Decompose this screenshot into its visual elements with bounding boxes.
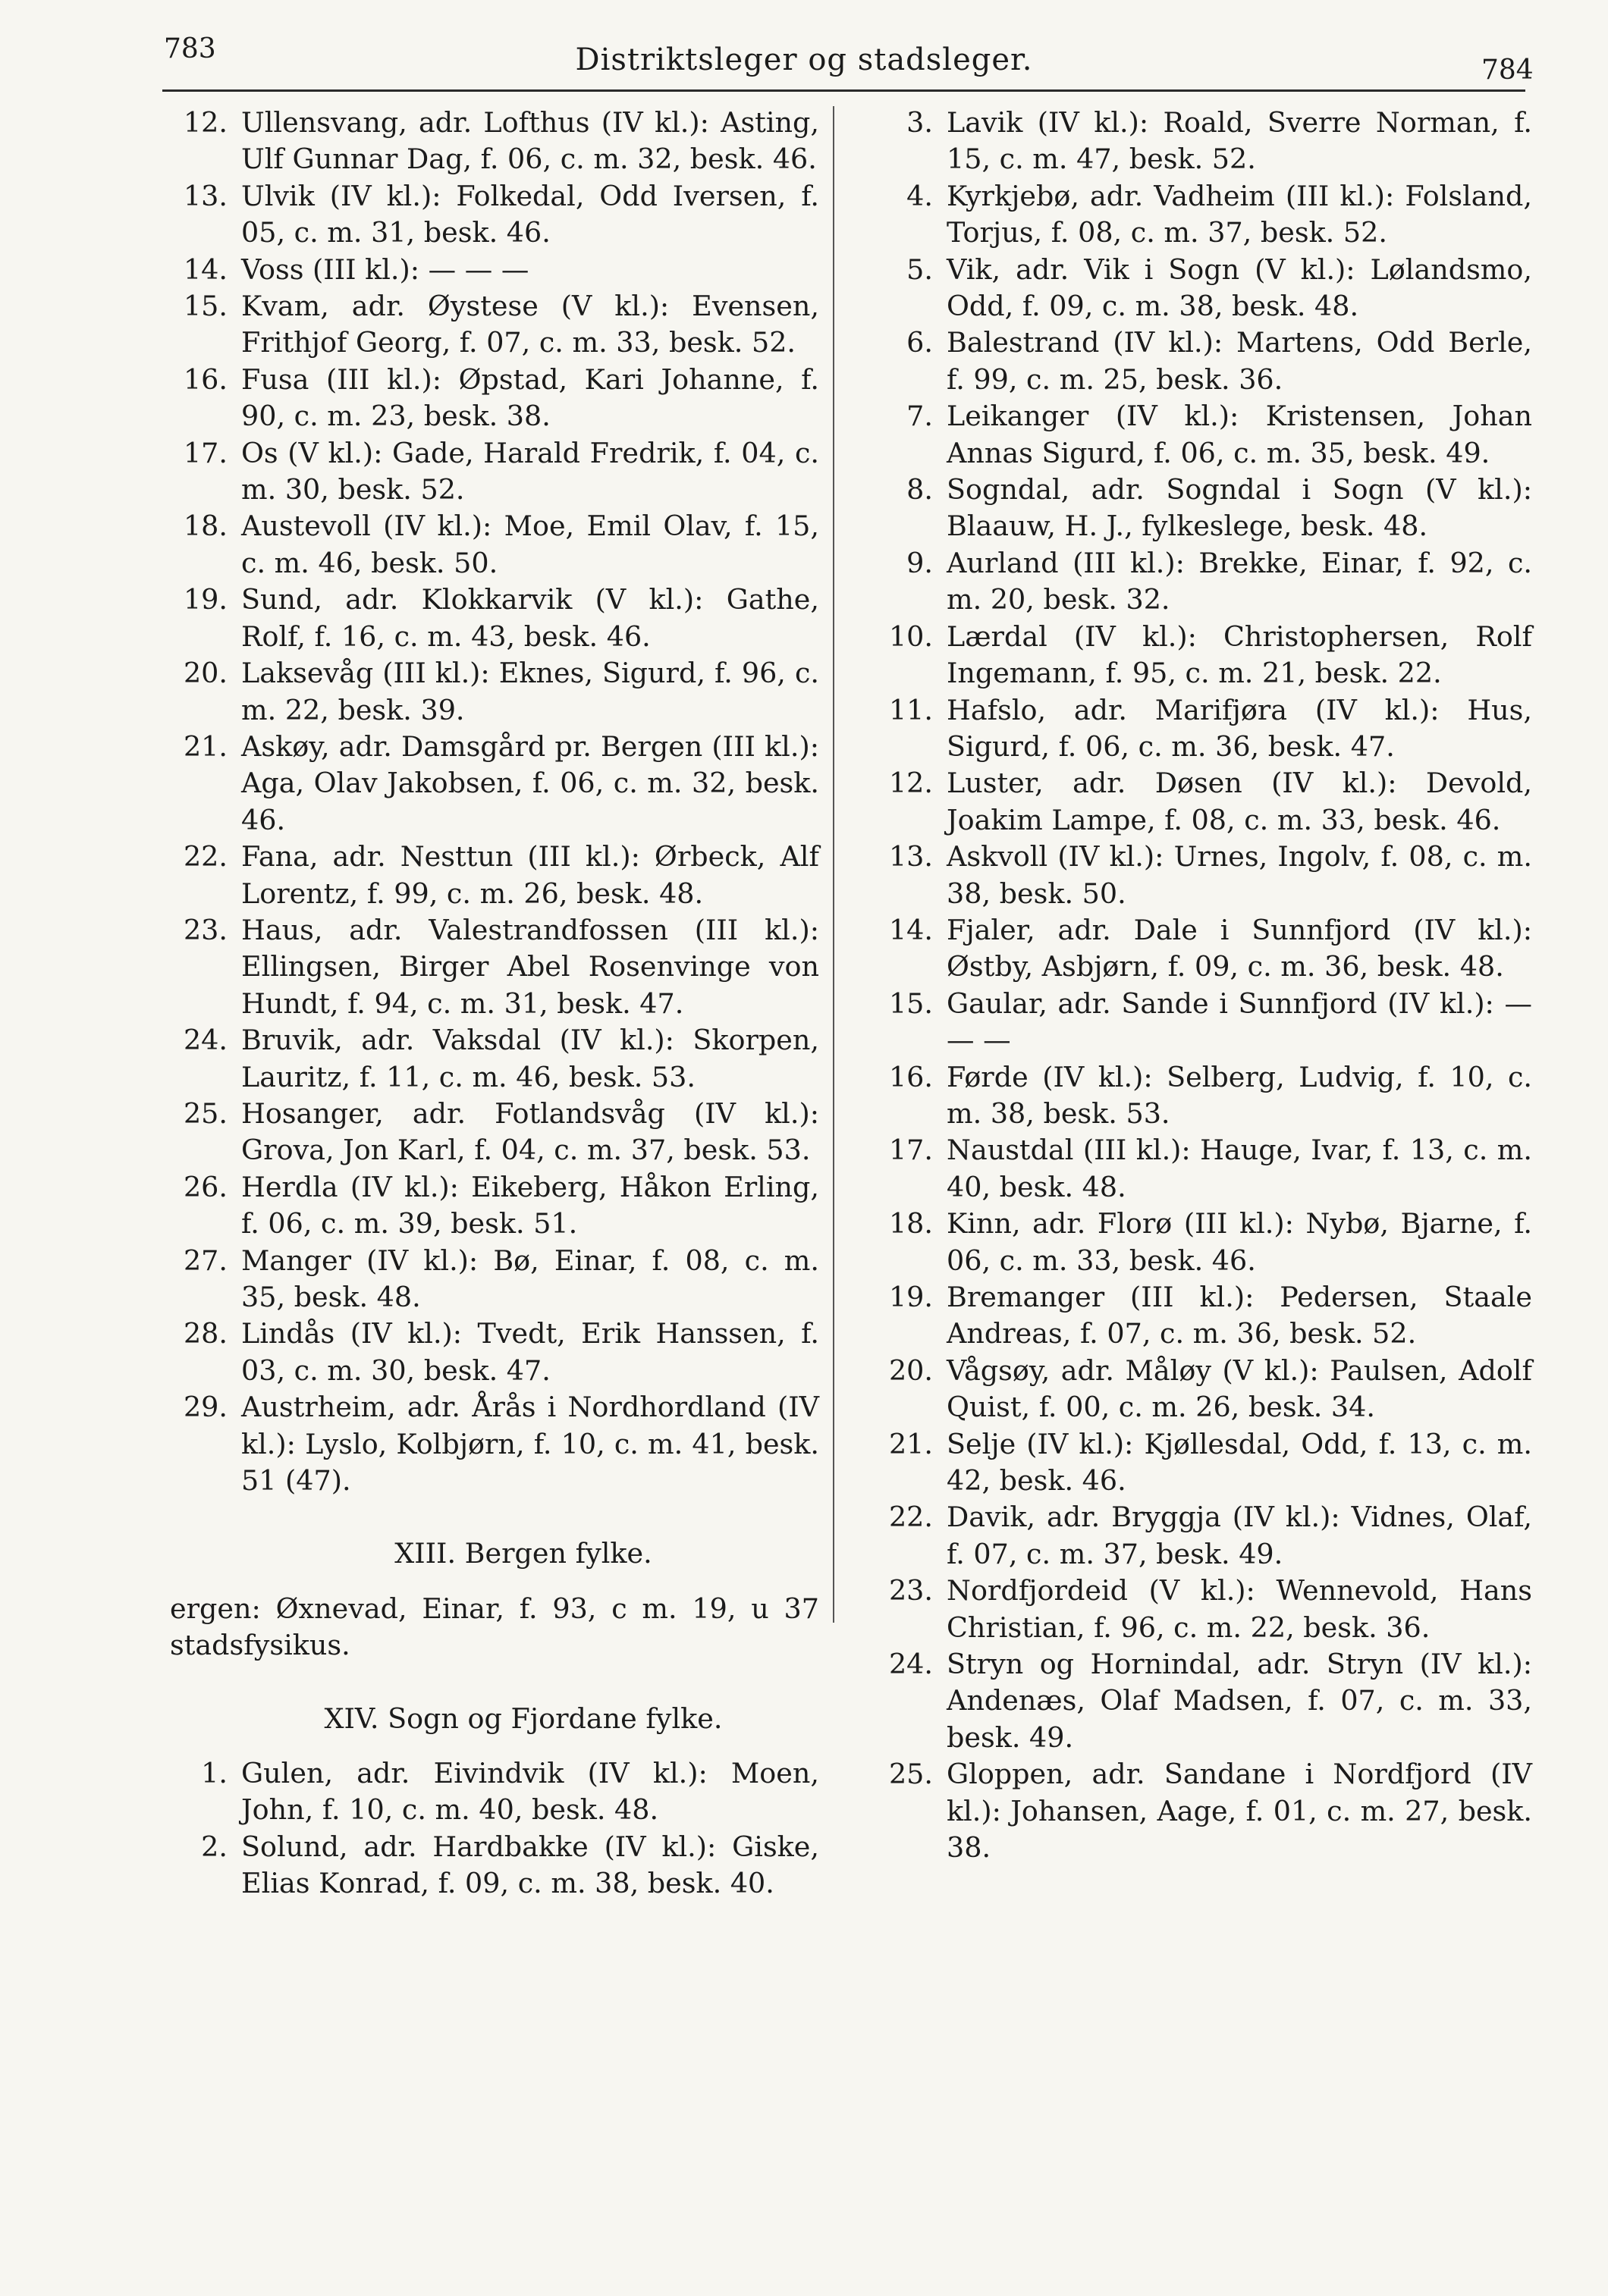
entry-text: Aurland (III kl.): Brekke, Einar, f. 92, c. m. 20, besk. 32. [947, 546, 1532, 616]
entry-text: Austevoll (IV kl.): Moe, Emil Olav, f. 15, c. m. 46, besk. 50. [241, 510, 819, 579]
entry-number: 18. [183, 510, 228, 543]
entry-text: Nordfjordeid (V kl.): Wennevold, Hans Christian, f. 96, c. m. 22, besk. 36. [947, 1574, 1532, 1644]
entry-text: Stryn og Hornindal, adr. Stryn (IV kl.): Andenæs, Olaf Madsen, f. 07, c. m. 33, besk. 49. [947, 1648, 1532, 1754]
district-entry [857, 325, 1532, 398]
entry-text: Fana, adr. Nesttun (III kl.): Ørbeck, Alf Lorentz, f. 99, c. m. 26, besk. 48. [241, 840, 819, 910]
district-entry [857, 1132, 1532, 1206]
entry-number: 17. [888, 1134, 933, 1167]
district-entry [857, 252, 1532, 325]
entry-number: 3. [906, 106, 933, 139]
running-head: Distriktsleger og stadsleger. [575, 42, 1033, 77]
entry-number: 2. [201, 1830, 228, 1863]
entry-number: 19. [888, 1281, 933, 1313]
entry-text: Fusa (III kl.): Øpstad, Kari Johanne, f. 90, c. m. 23, besk. 38. [241, 362, 819, 433]
district-entry [152, 435, 819, 509]
entry-text: Kinn, adr. Florø (III kl.): Nybø, Bjarne, f. 06, c. m. 33, besk. 46. [947, 1207, 1532, 1277]
district-entry [152, 508, 819, 582]
entry-number: 11. [888, 693, 933, 726]
district-list-sogn [152, 1755, 819, 1902]
district-entry [152, 178, 819, 252]
district-entry [152, 105, 819, 178]
entry-number: 18. [888, 1207, 933, 1241]
entry-number: 22. [183, 840, 228, 874]
district-entry [857, 765, 1532, 839]
entry-text: Naustdal (III kl.): Hauge, Ivar, f. 13, c. m. 40, besk. 48. [947, 1134, 1532, 1203]
entry-number: 4. [906, 179, 933, 212]
district-entry [152, 1243, 819, 1316]
district-entry [152, 1829, 819, 1902]
district-entry [857, 1426, 1532, 1500]
entry-number: 12. [183, 106, 228, 139]
entry-text: Fjaler, adr. Dale i Sunnfjord (IV kl.): Østby, Asbjørn, f. 09, c. m. 36, besk. 48. [947, 913, 1532, 983]
district-entry [857, 692, 1532, 766]
district-entry [857, 986, 1532, 1059]
district-entry [152, 839, 819, 912]
page-number-left: 783 [164, 33, 216, 64]
entry-number: 22. [888, 1501, 933, 1534]
district-entry [152, 362, 819, 435]
district-entry [152, 1755, 819, 1829]
entry-number: 9. [906, 546, 933, 579]
entry-text: Haus, adr. Valestrandfossen (III kl.): Ellingsen, Birger Abel Rosenvinge von Hundt, f. 94, c. m. 31, besk. 47. [241, 913, 819, 1020]
entry-text: Kvam, adr. Øystese (V kl.): Evensen, Frithjof Georg, f. 07, c. m. 33, besk. 52. [241, 290, 819, 359]
district-entry [857, 398, 1532, 472]
column-divider [833, 106, 834, 1623]
entry-text: Hosanger, adr. Fotlandsvåg (IV kl.): Grova, Jon Karl, f. 04, c. m. 37, besk. 53. [241, 1096, 819, 1167]
entry-number: 15. [888, 986, 933, 1020]
entry-text: Kyrkjebø, adr. Vadheim (III kl.): Folsland, Torjus, f. 08, c. m. 37, besk. 52. [947, 179, 1532, 249]
section-heading-bergen: XIII. Bergen fylke. [394, 1537, 652, 1570]
entry-number: 12. [888, 767, 933, 800]
district-entry [857, 1573, 1532, 1646]
entry-number: 24. [888, 1648, 933, 1681]
entry-text: Lærdal (IV kl.): Christophersen, Rolf Ingemann, f. 95, c. m. 21, besk. 22. [947, 619, 1532, 690]
entry-text: Ullensvang, adr. Lofthus (IV kl.): Asting, Ulf Gunnar Dag, f. 06, c. m. 32, besk. 46. [241, 106, 819, 176]
entry-text: Sogndal, adr. Sogndal i Sogn (V kl.): Blaauw, H. J., fylkeslege, besk. 48. [947, 473, 1532, 543]
entry-number: 21. [888, 1427, 933, 1460]
entry-text: Solund, adr. Hardbakke (IV kl.): Giske, Elias Konrad, f. 09, c. m. 38, besk. 40. [241, 1830, 819, 1900]
entry-number: 10. [888, 619, 933, 653]
entry-text: Askøy, adr. Damsgård pr. Bergen (III kl.): Aga, Olav Jakobsen, f. 06, c. m. 32, besk. 46. [241, 729, 819, 836]
entry-number: 25. [183, 1096, 228, 1130]
entry-number: 16. [888, 1060, 933, 1093]
district-entry [857, 1279, 1532, 1353]
district-entry [152, 582, 819, 655]
entry-number: 24. [183, 1024, 228, 1057]
district-entry [857, 839, 1532, 912]
entry-number: 6. [906, 326, 933, 359]
entry-number: 19. [183, 583, 228, 616]
entry-number: 13. [183, 179, 228, 212]
entry-text: Askvoll (IV kl.): Urnes, Ingolv, f. 08, c. m. 38, besk. 50. [947, 840, 1532, 910]
district-entry [857, 1756, 1532, 1866]
district-entry [857, 1206, 1532, 1279]
entry-number: 16. [183, 362, 228, 396]
district-entry [857, 545, 1532, 619]
district-entry [152, 655, 819, 729]
entry-text: Vågsøy, adr. Måløy (V kl.): Paulsen, Adolf Quist, f. 00, c. m. 26, besk. 34. [947, 1353, 1532, 1424]
district-entry [152, 252, 819, 288]
entry-number: 20. [888, 1353, 933, 1387]
district-entry [857, 1646, 1532, 1756]
district-entry [152, 729, 819, 839]
district-entry [857, 1353, 1532, 1426]
entry-text: Lindås (IV kl.): Tvedt, Erik Hanssen, f. 03, c. m. 30, besk. 47. [241, 1317, 819, 1387]
district-entry [857, 1059, 1532, 1133]
district-entry [152, 1022, 819, 1096]
entry-number: 8. [906, 473, 933, 507]
entry-number: 14. [888, 913, 933, 946]
entry-number: 27. [183, 1244, 228, 1277]
district-entry [857, 472, 1532, 545]
district-entry [857, 1499, 1532, 1573]
entry-text: Herdla (IV kl.): Eikeberg, Håkon Erling, f. 06, c. m. 39, besk. 51. [241, 1170, 819, 1241]
entry-number: 23. [888, 1574, 933, 1608]
entry-number: 25. [888, 1758, 933, 1791]
district-entry [152, 1169, 819, 1243]
entry-text: Manger (IV kl.): Bø, Einar, f. 08, c. m. 35, besk. 48. [241, 1244, 819, 1313]
entry-text: Førde (IV kl.): Selberg, Ludvig, f. 10, c. m. 38, besk. 53. [947, 1060, 1532, 1130]
entry-text: Sund, adr. Klokkarvik (V kl.): Gathe, Rolf, f. 16, c. m. 43, besk. 46. [241, 583, 819, 653]
entry-text: Davik, adr. Bryggja (IV kl.): Vidnes, Olaf, f. 07, c. m. 37, besk. 49. [947, 1501, 1532, 1570]
entry-number: 26. [183, 1170, 228, 1203]
entry-number: 1. [201, 1757, 228, 1790]
entry-text: Os (V kl.): Gade, Harald Fredrik, f. 04, c. m. 30, besk. 52. [241, 436, 819, 507]
entry-number: 15. [183, 290, 228, 323]
entry-text: Ulvik (IV kl.): Folkedal, Odd Iversen, f. 05, c. m. 31, besk. 46. [241, 179, 819, 249]
bergen-entry: ergen: Øxnevad, Einar, f. 93, c m. 19, u 37 stadsfysikus. [170, 1592, 819, 1662]
district-list-left [152, 105, 819, 1499]
entry-text: Hafslo, adr. Marifjøra (IV kl.): Hus, Sigurd, f. 06, c. m. 36, besk. 47. [947, 693, 1532, 763]
entry-text: Austrheim, adr. Årås i Nordhordland (IV kl.): Lyslo, Kolbjørn, f. 10, c. m. 41, besk. 51 (47). [241, 1391, 819, 1498]
district-entry [857, 178, 1532, 252]
entry-number: 7. [906, 400, 933, 433]
district-entry [857, 912, 1532, 986]
page-number-right: 784 [1481, 55, 1534, 86]
district-entry [857, 105, 1532, 178]
right-column [857, 105, 1532, 1867]
entry-text: Gloppen, adr. Sandane i Nordfjord (IV kl.): Johansen, Aage, f. 01, c. m. 27, besk. 38. [947, 1758, 1532, 1865]
district-entry [152, 1389, 819, 1499]
header-rule [162, 89, 1525, 92]
entry-number: 17. [183, 436, 228, 469]
section-heading-sogn: XIV. Sogn og Fjordane fylke. [324, 1702, 723, 1735]
entry-text: Balestrand (IV kl.): Martens, Odd Berle, f. 99, c. m. 25, besk. 36. [947, 326, 1532, 396]
entry-text: Leikanger (IV kl.): Kristensen, Johan Annas Sigurd, f. 06, c. m. 35, besk. 49. [947, 400, 1532, 469]
district-entry [152, 912, 819, 1022]
entry-text: Selje (IV kl.): Kjøllesdal, Odd, f. 13, c. m. 42, besk. 46. [947, 1427, 1532, 1498]
entry-text: Voss (III kl.): — — — [241, 252, 529, 286]
entry-text: Vik, adr. Vik i Sogn (V kl.): Lølandsmo, Odd, f. 09, c. m. 38, besk. 48. [947, 252, 1532, 323]
entry-number: 23. [183, 913, 228, 946]
entry-number: 14. [183, 252, 228, 286]
entry-text: Luster, adr. Døsen (IV kl.): Devold, Joakim Lampe, f. 08, c. m. 33, besk. 46. [947, 767, 1532, 836]
entry-text: Bruvik, adr. Vaksdal (IV kl.): Skorpen, Lauritz, f. 11, c. m. 46, besk. 53. [241, 1024, 819, 1093]
entry-text: Laksevåg (III kl.): Eknes, Sigurd, f. 96, c. m. 22, besk. 39. [241, 657, 819, 726]
district-entry [152, 288, 819, 362]
district-entry [152, 1096, 819, 1169]
entry-text: Bremanger (III kl.): Pedersen, Staale Andreas, f. 07, c. m. 36, besk. 52. [947, 1281, 1532, 1350]
district-entry [857, 619, 1532, 692]
entry-number: 13. [888, 840, 933, 874]
entry-text: Gulen, adr. Eivindvik (IV kl.): Moen, John, f. 10, c. m. 40, besk. 48. [241, 1757, 819, 1827]
entry-number: 29. [183, 1391, 228, 1424]
entry-text: Gaular, adr. Sande i Sunnfjord (IV kl.): — — — [947, 986, 1532, 1057]
district-list-right [857, 105, 1532, 1867]
district-entry [152, 1316, 819, 1389]
entry-number: 21. [183, 729, 228, 763]
entry-text: Lavik (IV kl.): Roald, Sverre Norman, f. 15, c. m. 47, besk. 52. [947, 106, 1532, 176]
entry-number: 5. [906, 252, 933, 286]
left-column [152, 105, 819, 1902]
entry-number: 28. [183, 1317, 228, 1350]
entry-number: 20. [183, 657, 228, 690]
